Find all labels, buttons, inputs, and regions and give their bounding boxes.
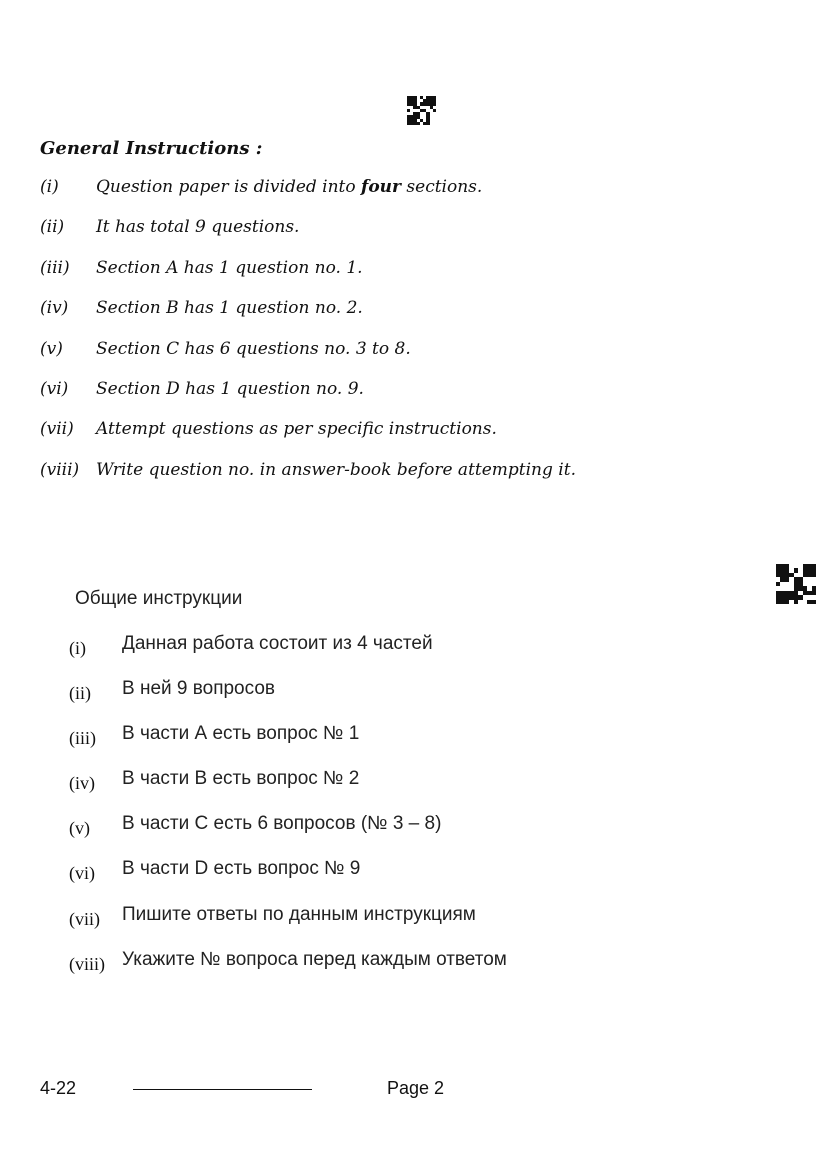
item-text: It has total 9 questions.: [96, 217, 300, 238]
item-number: (ii): [40, 217, 65, 238]
item-number: (vii): [40, 419, 74, 440]
item-number: (ii): [69, 683, 91, 704]
item-number: (i): [69, 638, 86, 658]
russian-instructions-title: Общие инструкции: [75, 588, 243, 609]
qr-code-icon: [776, 564, 816, 604]
item-text-bold: four: [361, 177, 401, 197]
item-number: (vi): [69, 863, 95, 884]
item-text: Укажите № вопроса перед каждым ответом: [122, 948, 507, 970]
item-text: Section D has 1 question no. 9.: [96, 378, 364, 399]
qr-module: [812, 600, 816, 604]
item-number: (viii): [69, 953, 105, 974]
item-number: (vi): [40, 378, 69, 399]
page-number: Page 2: [387, 1078, 445, 1098]
qr-code-icon: [407, 96, 436, 125]
item-text: Section C has 6 questions no. 3 to 8.: [96, 338, 411, 359]
paper-code: 4-22: [40, 1078, 77, 1098]
item-text: В части В есть вопрос № 2: [122, 768, 360, 790]
item-text: Пишите ответы по данным инструкциям: [122, 903, 476, 925]
item-text: В части D есть вопрос № 9: [122, 858, 361, 880]
item-text: В части С есть 6 вопросов (№ 3 – 8): [122, 813, 442, 835]
item-number: (i): [40, 177, 59, 197]
footer-divider: [133, 1089, 312, 1090]
item-text: Section A has 1 question no. 1.: [96, 257, 363, 278]
item-number: (vii): [69, 908, 100, 929]
item-number: (viii): [40, 459, 80, 480]
item-text: Данная работа состоит из 4 частей: [122, 633, 433, 654]
item-text: В ней 9 вопросов: [122, 678, 275, 700]
item-number: (iv): [69, 773, 95, 794]
item-text: В части А есть вопрос № 1: [122, 723, 360, 745]
item-number: (iii): [69, 728, 96, 749]
general-instructions-title: General Instructions :: [40, 138, 263, 159]
item-text: Section B has 1 question no. 2.: [96, 298, 363, 319]
qr-module: [433, 122, 436, 125]
item-number: (v): [40, 338, 63, 359]
item-number: (iii): [40, 257, 70, 278]
item-text: [96, 177, 482, 197]
item-text-start: Question paper is divided into: [96, 177, 362, 197]
item-text-end: sections.: [401, 177, 483, 197]
item-number: (v): [69, 818, 90, 839]
item-number: (iv): [40, 298, 69, 319]
item-text: Write question no. in answer-book before attempting it.: [96, 459, 576, 480]
item-text: Attempt questions as per specific instructions.: [96, 419, 497, 440]
